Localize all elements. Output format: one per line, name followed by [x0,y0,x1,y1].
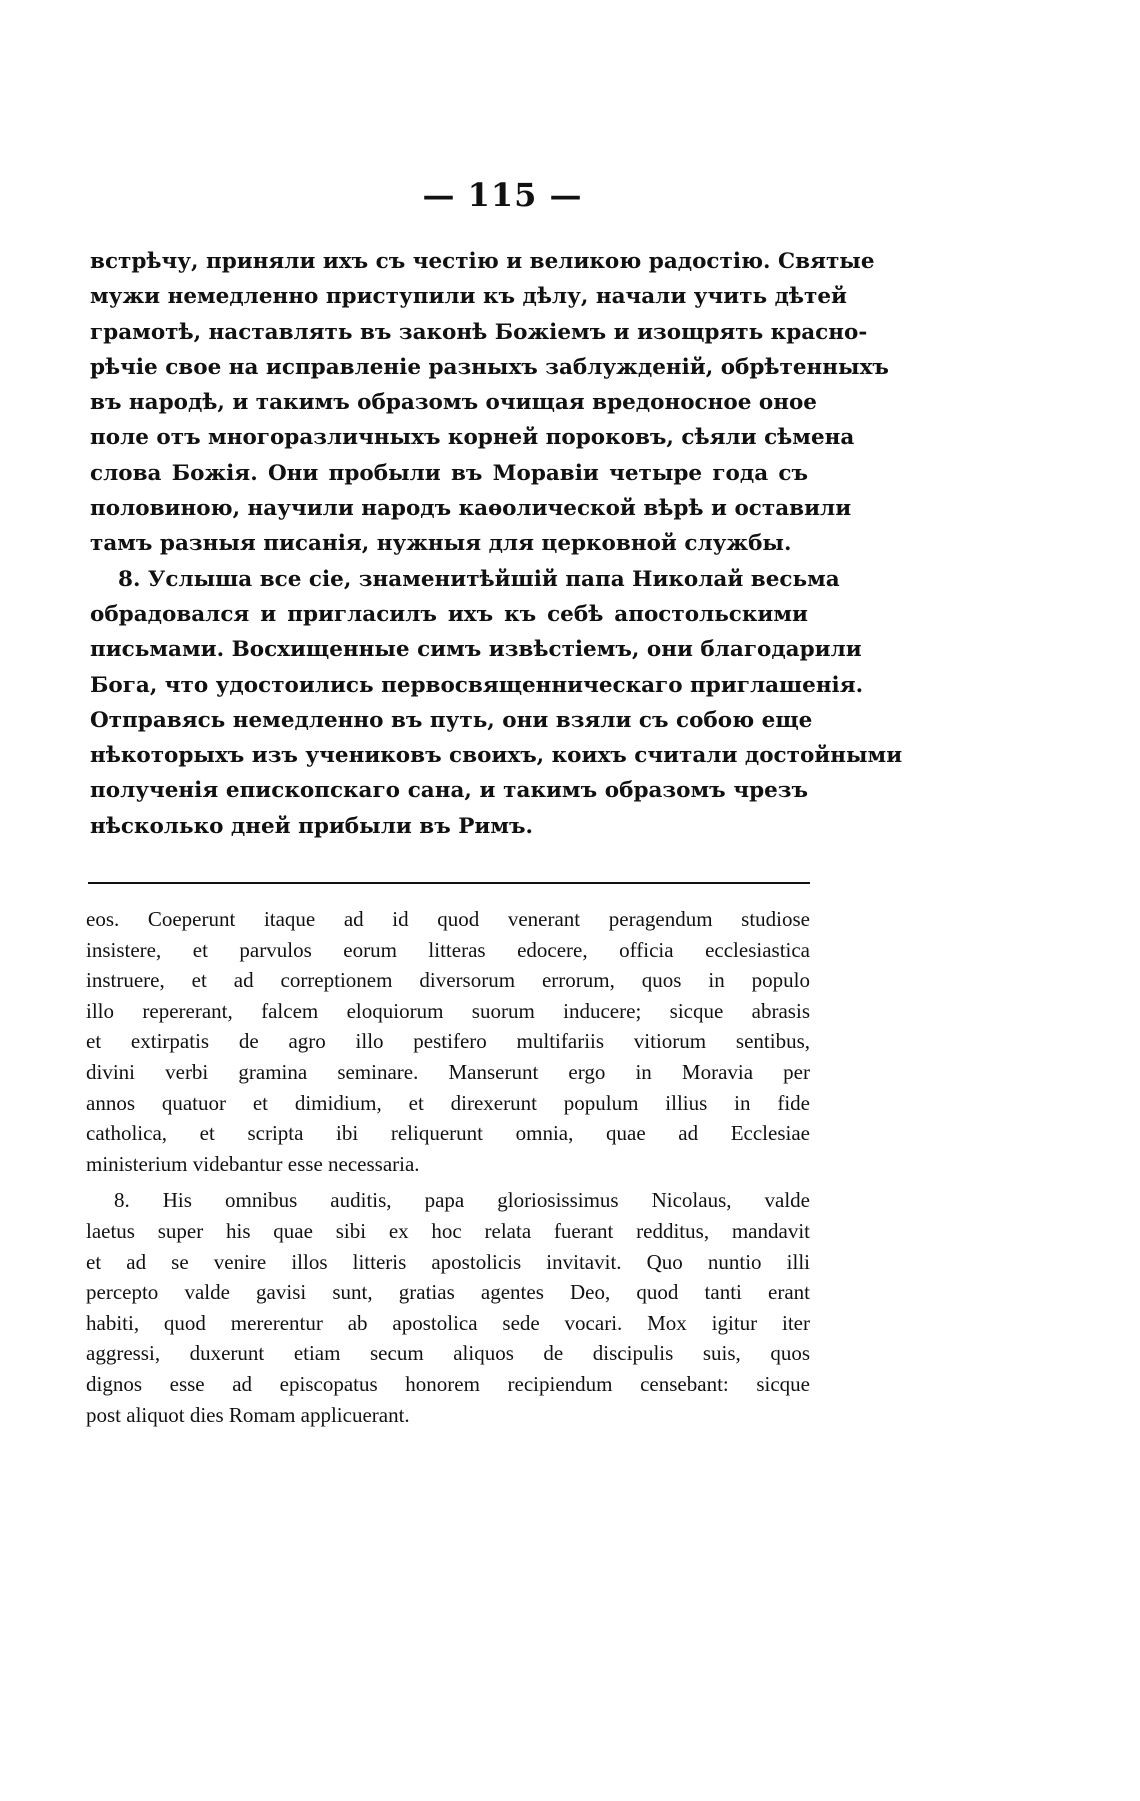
footnote-line: dignos esse ad episcopatus honorem recipiendum censebant: sicque [86,1371,810,1396]
footnote-line: divini verbi gramina seminare. Manserunt ergo in Moravia per [86,1059,810,1084]
main-text-line: письмами. Восхищенные симъ извѣстіемъ, они благодарили [90,637,862,663]
main-text-line: нѣсколько дней прибыли въ Римъ. [90,813,533,839]
main-text-line: Бога, что удостоились первосвященническаго приглашенія. [90,672,864,698]
main-text-line: нѣкоторыхъ изъ учениковъ своихъ, коихъ считали достойными [90,743,903,769]
main-text-line: 8. Услыша все сіе, знаменитѣйшій папа Николай весьма [118,566,840,592]
footnote-line: habiti, quod mererentur ab apostolica sede vocari. Mox igitur iter [86,1310,810,1335]
footnote-line: catholica, et scripta ibi reliquerunt omnia, quae ad Ecclesiae [86,1121,810,1146]
main-text-line: грамотѣ, наставлять въ законѣ Божіемъ и изощрять красно- [90,319,868,345]
main-text-line: полученія епископскаго сана, и такимъ образомъ чрезъ [90,778,808,804]
main-text-line: обрадовался и пригласилъ ихъ къ себѣ апостольскими [90,601,808,627]
page-number: — 115 — [422,176,583,214]
footnote-line: et ad se venire illos litteris apostolicis invitavit. Quo nuntio illi [86,1249,810,1274]
main-text-block [90,244,903,844]
footnote-line: aggressi, duxerunt etiam secum aliquos de discipulis suis, quos [86,1341,810,1366]
footnote-line: et extirpatis de agro illo pestifero multifariis vitiorum sentibus, [86,1029,810,1054]
footnote-line: eos. Coeperunt itaque ad id quod venerant peragendum studiose [86,907,810,931]
footnote-line: instruere, et ad correptionem diversorum errorum, quos in populo [86,968,810,993]
main-text-line: рѣчіе свое на исправленіе разныхъ заблужденій, обрѣтенныхъ [90,354,889,380]
footnote-line: illo repererant, falcem eloquiorum suorum inducere; sicque abrasis [86,998,810,1023]
footnote-line: percepto valde gavisi sunt, gratias agentes Deo, quod tanti erant [86,1280,810,1305]
main-text-line: встрѣчу, приняли ихъ съ честію и великою радостію. Святые [90,249,875,274]
footnote-divider [88,882,810,884]
main-text-line: слова Божія. Они пробыли въ Моравіи четыре года съ [90,460,808,486]
main-text-line: мужи немедленно приступили къ дѣлу, начали учить дѣтей [90,284,847,310]
footnote-line: 8. His omnibus auditis, papa gloriosissimus Nicolaus, valde [114,1188,810,1213]
footnote-line: laetus super his quae sibi ex hoc relata fuerant redditus, mandavit [86,1218,810,1243]
footnote-line: post aliquot dies Romam applicuerant. [86,1402,410,1427]
main-text-line: Отправясь немедленно въ путь, они взяли съ собою еще [90,707,813,733]
footnote-line: ministerium videbantur esse necessaria. [86,1151,420,1176]
main-text-line: поле отъ многоразличныхъ корней пороковъ, сѣяли сѣмена [90,425,855,451]
main-text-line: въ народѣ, и такимъ образомъ очищая вредоносное оное [90,390,817,416]
footnote-block [86,904,810,1430]
main-text-line: половиною, научили народъ каѳолической вѣрѣ и оставили [90,496,852,522]
main-text-line: тамъ разныя писанія, нужныя для церковной службы. [90,531,792,557]
footnote-line: insistere, et parvulos eorum litteras edocere, officia ecclesiastica [86,937,810,962]
footnote-line: annos quatuor et dimidium, et direxerunt populum illius in fide [86,1090,810,1115]
